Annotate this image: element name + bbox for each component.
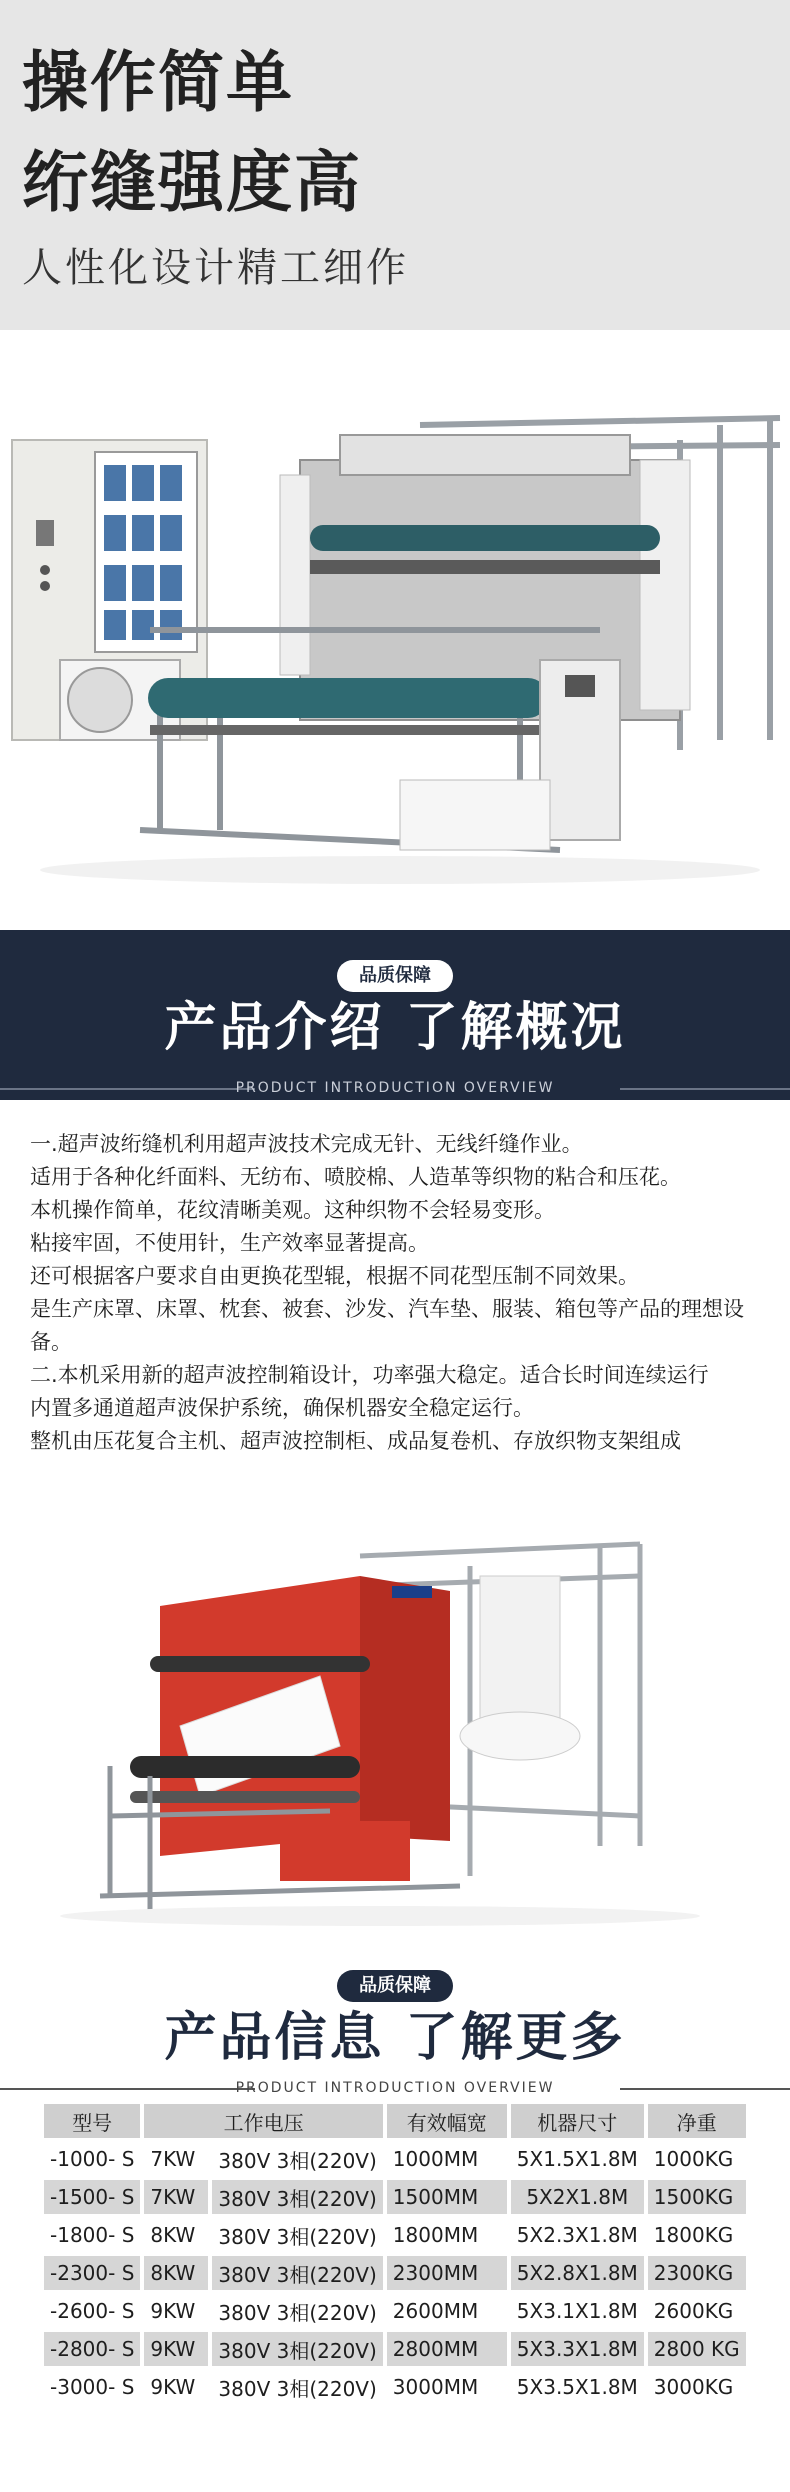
cell-weight: 2600KG — [653, 2299, 734, 2323]
cell-weight: 3000KG — [653, 2375, 734, 2399]
intro-line: 适用于各种化纤面料、无纺布、喷胶棉、人造革等织物的粘合和压花。 — [30, 1165, 681, 1189]
intro-line: 一.超声波绗缝机利用超声波技术完成无针、无线纤缝作业。 — [30, 1132, 583, 1156]
cell-voltage: 380V 3相(220V) — [218, 2300, 377, 2325]
cell-model: -1800- S — [50, 2223, 135, 2247]
cell-size: 5X2X1.8M — [511, 2180, 644, 2214]
section-title: 产品介绍 了解概况 — [164, 998, 626, 1058]
embossing-machine-image — [0, 1516, 790, 1950]
specification-table — [40, 2100, 750, 2408]
intro-line: 本机操作简单，花纹清晰美观。这种织物不会轻易变形。 — [30, 1198, 555, 1222]
intro-line: 整机由压花复合主机、超声波控制柜、成品复卷机、存放织物支架组成 — [30, 1429, 681, 1453]
hero-title-line1: 操作简单 — [22, 44, 294, 121]
section-banner-info — [0, 1950, 790, 2100]
cell-model: -3000- S — [50, 2375, 135, 2399]
header-width: 有效幅宽 — [387, 2104, 507, 2138]
cell-model: -1500- S — [44, 2180, 140, 2214]
section-subtitle-en: PRODUCT INTRODUCTION OVERVIEW — [235, 2080, 555, 2096]
machine-photo-1 — [0, 330, 790, 930]
header-model: 型号 — [44, 2104, 140, 2138]
table-row — [44, 2218, 746, 2252]
cell-size: 5X2.3X1.8M — [516, 2223, 638, 2247]
quality-badge: 品质保障 — [337, 1970, 453, 2002]
cell-size: 5X3.1X1.8M — [516, 2299, 638, 2323]
cell-voltage: 380V 3相(220V) — [212, 2256, 382, 2290]
cell-power: 7KW — [144, 2180, 208, 2214]
cell-power: 9KW — [150, 2299, 196, 2323]
section-title: 产品信息 了解更多 — [164, 2008, 626, 2068]
table-row — [44, 2294, 746, 2328]
cell-model: -2800- S — [44, 2332, 140, 2366]
intro-line: 内置多通道超声波保护系统，确保机器安全稳定运行。 — [30, 1396, 534, 1420]
specification-table-section — [0, 2100, 790, 2492]
cell-width: 3000MM — [392, 2375, 479, 2399]
header-size: 机器尺寸 — [511, 2104, 644, 2138]
intro-line: 是生产床罩、床罩、枕套、被套、沙发、汽车垫、服装、箱包等产品的理想设备。 — [30, 1297, 744, 1354]
cell-size: 5X3.5X1.8M — [516, 2375, 638, 2399]
cell-power: 7KW — [150, 2147, 196, 2171]
quality-badge: 品质保障 — [337, 960, 453, 992]
header-voltage: 工作电压 — [144, 2104, 382, 2138]
cell-weight: 1800KG — [653, 2223, 734, 2247]
cell-voltage: 380V 3相(220V) — [212, 2180, 382, 2214]
section-subtitle-en: PRODUCT INTRODUCTION OVERVIEW — [235, 1080, 555, 1096]
table-row — [44, 2142, 746, 2176]
table-row — [44, 2370, 746, 2404]
cell-power: 9KW — [150, 2375, 196, 2399]
cell-width: 2600MM — [392, 2299, 479, 2323]
hero-banner — [0, 0, 790, 330]
cell-voltage: 380V 3相(220V) — [218, 2224, 377, 2249]
cell-power: 9KW — [144, 2332, 208, 2366]
machine-photo-2 — [0, 1516, 790, 1950]
section-banner-intro — [0, 930, 790, 1100]
table-row — [44, 2332, 746, 2366]
cell-width: 1800MM — [392, 2223, 479, 2247]
table-row — [44, 2256, 746, 2290]
cell-voltage: 380V 3相(220V) — [218, 2148, 377, 2173]
cell-size: 5X1.5X1.8M — [516, 2147, 638, 2171]
table-header-row — [44, 2104, 746, 2138]
header-weight: 净重 — [648, 2104, 746, 2138]
cell-power: 8KW — [150, 2223, 196, 2247]
cell-weight: 2800 KG — [648, 2332, 746, 2366]
cell-size: 5X2.8X1.8M — [511, 2256, 644, 2290]
cell-model: -1000- S — [50, 2147, 135, 2171]
hero-title-line2: 绗缝强度高 — [22, 144, 362, 221]
cell-power: 8KW — [144, 2256, 208, 2290]
cell-width: 2300MM — [387, 2256, 507, 2290]
cell-width: 2800MM — [387, 2332, 507, 2366]
cell-weight: 1000KG — [653, 2147, 734, 2171]
intro-line: 二.本机采用新的超声波控制箱设计，功率强大稳定。适合长时间连续运行 — [30, 1363, 709, 1387]
cell-model: -2600- S — [50, 2299, 135, 2323]
table-row — [44, 2180, 746, 2214]
cell-weight: 1500KG — [648, 2180, 746, 2214]
product-introduction — [0, 1100, 790, 1516]
cell-voltage: 380V 3相(220V) — [212, 2332, 382, 2366]
intro-line: 粘接牢固，不使用针，生产效率显著提高。 — [30, 1231, 429, 1255]
cell-voltage: 380V 3相(220V) — [218, 2376, 377, 2401]
cell-model: -2300- S — [44, 2256, 140, 2290]
intro-line: 还可根据客户要求自由更换花型辊，根据不同花型压制不同效果。 — [30, 1264, 639, 1288]
ultrasonic-quilting-machine-image — [0, 330, 790, 930]
cell-size: 5X3.3X1.8M — [511, 2332, 644, 2366]
cell-width: 1000MM — [392, 2147, 479, 2171]
cell-width: 1500MM — [387, 2180, 507, 2214]
cell-weight: 2300KG — [648, 2256, 746, 2290]
hero-subtitle: 人性化设计精工细作 — [22, 245, 409, 291]
